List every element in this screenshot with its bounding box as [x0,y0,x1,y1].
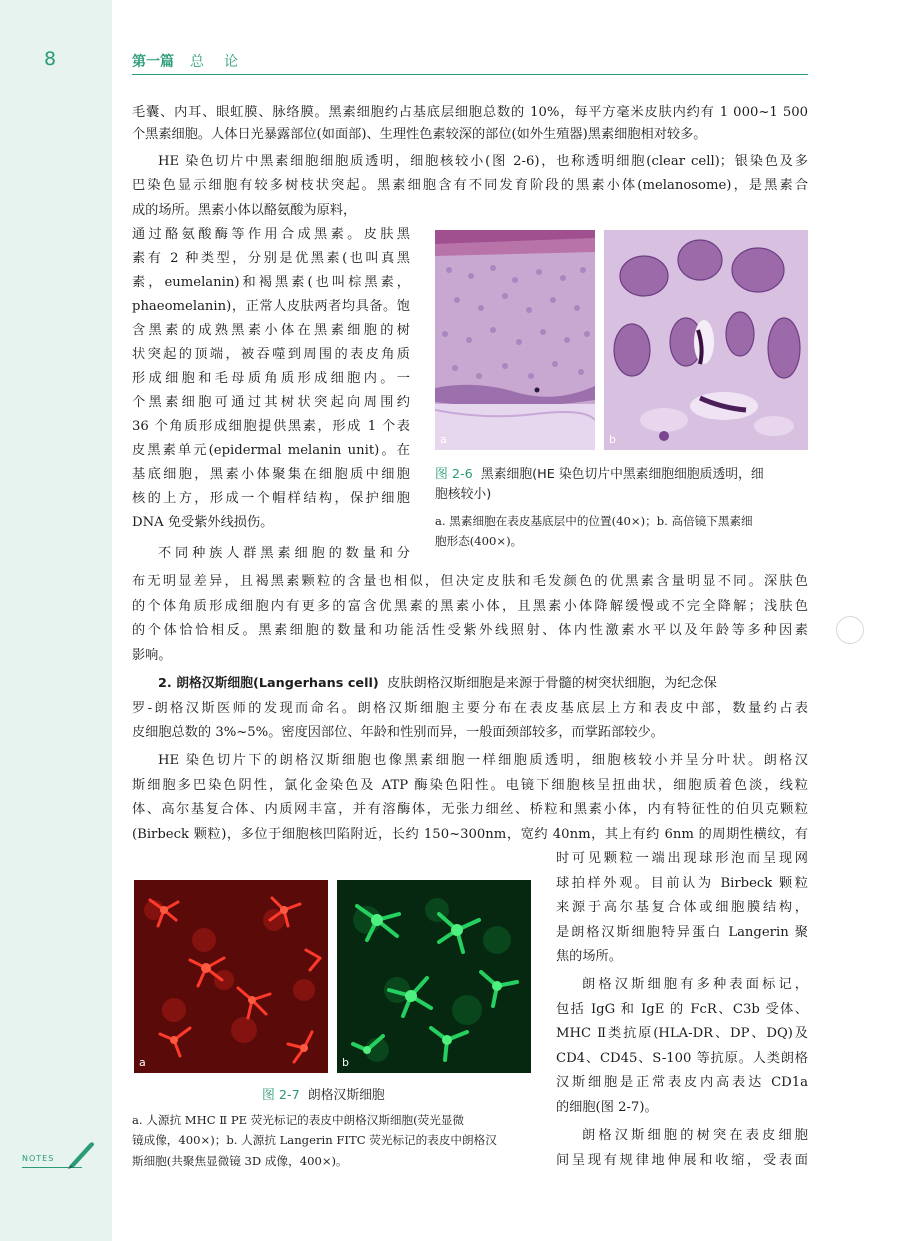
langerin-fluorescence-image [337,880,531,1073]
body-line: 个黑素细胞。人体日光暴露部位(如面部)、生理性色素较深的部位(如外生殖器)黑素细胞相对较多。 [132,127,707,142]
section-heading: 2. 朗格汉斯细胞(Langerhans cell) [158,676,379,691]
body-line: HE 染色切片下的朗格汉斯细胞也像黑素细胞一样细胞质透明，细胞核较小并呈分叶状。朗格汉 [158,753,808,768]
notes-label: NOTES [22,1154,55,1163]
header-part: 第一篇 [132,54,174,70]
page-edge-mark [836,616,864,644]
body-line: 布无明显差异，且褐黑素颗粒的含量也相似，但决定皮肤和毛发颜色的优黑素含量明显不同。深肤色 [132,574,808,589]
body-line: 皮黑素单元(epidermal melanin unit)。在 [132,443,410,458]
body-line: 汉斯细胞是正常表皮内高表达 CD1a [556,1075,808,1090]
figure-2-7-panel-a [134,880,328,1073]
body-line: 核的上方，形成一个帽样结构，保护细胞 [132,491,410,506]
figure-2-6-title [435,466,764,483]
figure-title: 黑素细胞(HE 染色切片中黑素细胞细胞质透明，细 [480,467,764,482]
figure-number: 图 2-7 [262,1088,300,1103]
body-line: 的个体角质形成细胞内有更多的富含优黑素的黑素小体，且黑素小体降解缓慢或不完全降解；浅肤色 [132,599,808,614]
mhc-ii-fluorescence-image [134,880,328,1073]
body-line: 球拍样外观。目前认为 Birbeck 颗粒 [556,876,808,891]
body-line: 通过酪氨酸酶等作用合成黑素。皮肤黑 [132,227,410,242]
figure-2-7-title [262,1087,385,1104]
body-line: 朗格汉斯细胞的树突在表皮细胞 [582,1128,808,1143]
figure-2-6-title-cont [435,486,491,503]
body-line: 是朗格汉斯细胞特异蛋白 Langerin 聚 [556,925,808,940]
body-line: DNA 免受紫外线损伤。 [132,515,274,530]
figure-2-7-caption: a. 人源抗 MHC Ⅱ PE 荧光标记的表皮中朗格汉斯细胞(荧光显微 [132,1113,465,1127]
body-line: 斯细胞多巴染色阴性，氯化金染色及 ATP 酶染色阳性。电镜下细胞核呈扭曲状，细胞质着色淡，线粒 [132,778,808,793]
body-line: 朗格汉斯细胞有多种表面标记， [582,977,808,992]
body-line: 成的场所。黑素小体以酪氨酸为原料， [132,203,357,218]
body-line: 间呈现有规律地伸展和收缩，受表面 [556,1153,808,1168]
body-line: (Birbeck 颗粒)，多位于细胞核凹陷附近，长约 150~300nm，宽约 40nm，其上有约 6nm 的周期性横纹，有 [132,827,808,842]
panel-label: b [609,433,616,446]
figure-title: 朗格汉斯细胞 [307,1088,385,1103]
body-line: 36 个角质形成细胞提供黑素，形成 1 个表 [132,419,410,434]
body-line: 个黑素细胞可通过其树状突起向周围约 [132,395,410,410]
figure-2-6-panel-b [604,230,808,450]
figure-2-7-caption: 斯细胞(共聚焦显微镜 3D 成像，400×)。 [132,1154,348,1168]
body-line: MHC Ⅱ类抗原(HLA-DR、DP、DQ)及 [556,1026,808,1041]
figure-2-7-caption: 镜成像，400×)；b. 人源抗 Langerin FITC 荧光标记的表皮中朗格汉 [132,1133,497,1147]
figure-2-6-panel-a [435,230,595,450]
body-line: CD4、CD45、S-100 等抗原。人类朗格 [556,1051,808,1066]
body-line: 包括 IgG 和 IgE 的 FcR、C3b 受体、 [556,1002,808,1017]
body-line: 来源于高尔基复合体或细胞膜结构， [556,900,808,915]
body-line: 不同种族人群黑素细胞的数量和分 [158,546,410,561]
figure-number: 图 2-6 [435,467,473,482]
section-heading-line [158,675,717,693]
body-line: 毛囊、内耳、眼虹膜、脉络膜。黑素细胞约占基底层细胞总数的 10%，每平方毫米皮肤内约有 1 000~1 500 [132,105,808,120]
pen-icon [66,1139,98,1169]
he-stain-epidermis-image [435,230,595,450]
body-line: 素，eumelanin)和褐黑素(也叫棕黑素， [132,275,410,290]
body-line: 素有 2 种类型，分别是优黑素(也叫真黑 [132,251,410,266]
body-line: 罗-朗格汉斯医师的发现而命名。朗格汉斯细胞主要分布在表皮基底层上方和表皮中部，数量约占表 [132,701,808,716]
body-line: 焦的场所。 [556,949,622,964]
panel-label: a [139,1056,146,1069]
body-line: 皮肤朗格汉斯细胞是来源于骨髓的树突状细胞，为纪念保 [387,676,717,691]
header-rule [132,74,808,75]
figure-2-6-caption: a. 黑素细胞在表皮基底层中的位置(40×)；b. 高倍镜下黑素细 [435,514,753,528]
figure-2-7-panel-b [337,880,531,1073]
panel-label: a [440,433,447,446]
header-section: 总论 [190,54,258,70]
notes-mark [22,1139,98,1175]
he-stain-melanocyte-image [604,230,808,450]
body-line: 时可见颗粒一端出现球形泡而呈现网 [556,851,808,866]
body-line: 体、高尔基复合体、内质网丰富，并有溶酶体，无张力细丝、桥粒和黑素小体，内有特征性的伯贝克颗粒 [132,802,808,817]
body-line: 基底细胞，黑素小体聚集在细胞质中细胞 [132,467,410,482]
figure-title: 胞核较小) [435,487,492,502]
page-number: 8 [44,48,57,70]
body-line: 影响。 [132,648,172,663]
body-line: 的细胞(图 2-7)。 [556,1100,658,1115]
body-line: 形成细胞和毛母质角质形成细胞内。一 [132,371,410,386]
panel-label: b [342,1056,349,1069]
body-line: 皮细胞总数的 3%~5%。密度因部位、年龄和性别而异，一般面颈部较多，而掌跖部较少。 [132,725,664,740]
body-line: 含黑素的成熟黑素小体在黑素细胞的树 [132,323,410,338]
body-line: phaeomelanin)，正常人皮肤两者均具备。饱 [132,299,410,314]
body-line: 巴染色显示细胞有较多树枝状突起。黑素细胞含有不同发育阶段的黑素小体(melanosome)，是黑素合 [132,178,808,193]
side-strip [0,0,112,1241]
body-line: HE 染色切片中黑素细胞细胞质透明，细胞核较小(图 2-6)，也称透明细胞(clear cell)；银染色及多 [158,154,808,169]
body-line: 的个体恰恰相反。黑素细胞的数量和功能活性受紫外线照射、体内性激素水平以及年龄等多种因素 [132,623,808,638]
figure-2-6-caption: 胞形态(400×)。 [435,534,523,548]
body-line: 状突起的顶端，被吞噬到周围的表皮角质 [132,347,410,362]
